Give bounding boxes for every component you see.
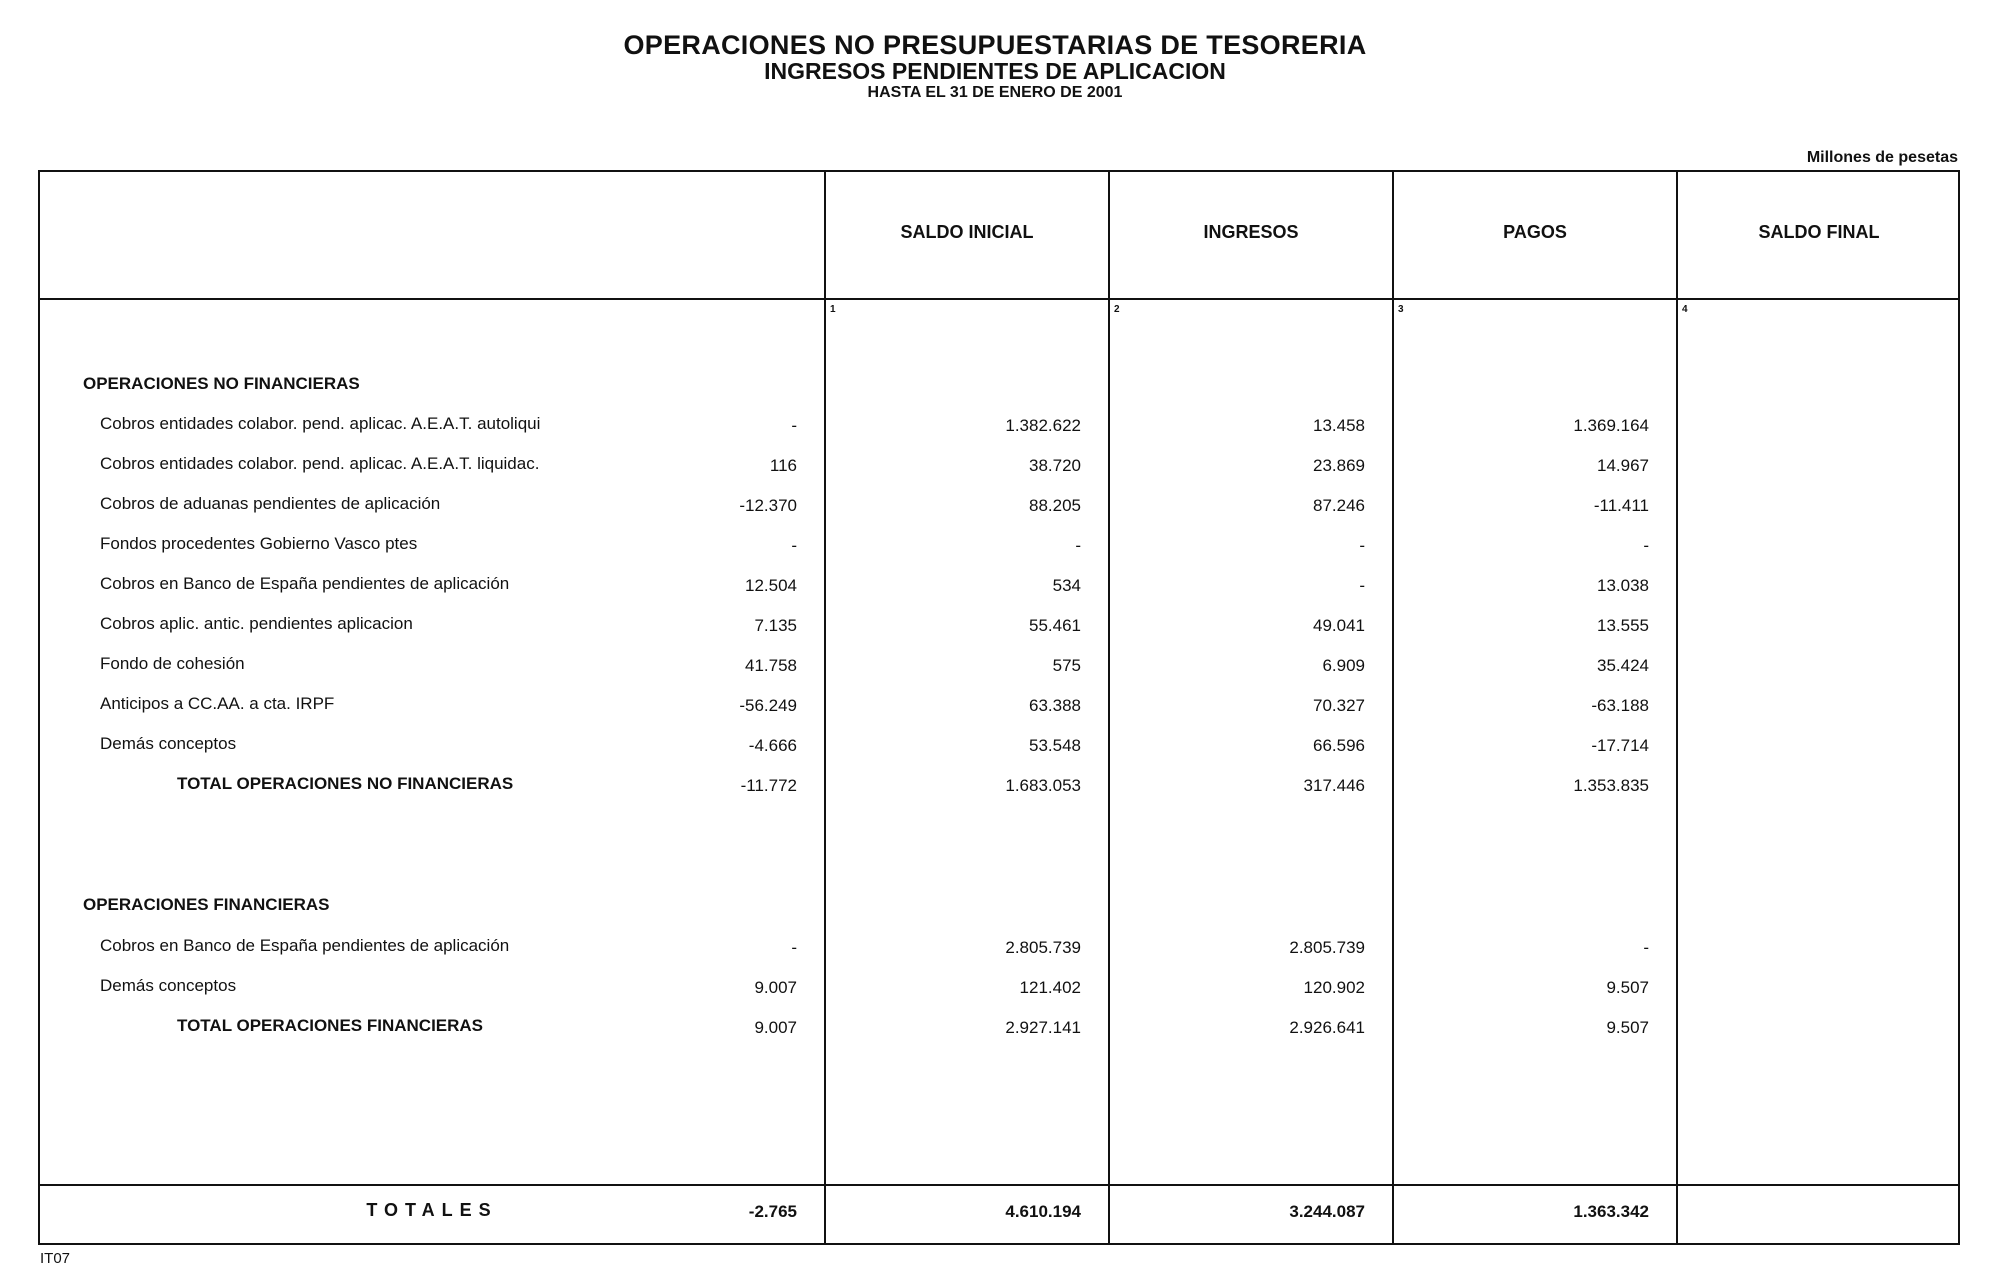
cell-saldo-final: - [1643, 938, 1649, 957]
section-heading [40, 374, 1958, 404]
cell-pagos: 2.926.641 [1289, 1018, 1365, 1037]
total-row [40, 1016, 1958, 1046]
cell-saldo-inicial: 9.007 [754, 1018, 797, 1037]
cell-saldo-inicial: - [791, 536, 797, 555]
total-label: TOTAL OPERACIONES FINANCIERAS [177, 1016, 484, 1035]
row-label: Cobros aplic. antic. pendientes aplicacion [100, 614, 413, 633]
cell-saldo-inicial: 116 [769, 456, 797, 475]
cell-saldo-final: 1.353.835 [1573, 776, 1649, 795]
cell-saldo-final: 35.424 [1597, 656, 1649, 675]
cell-saldo-inicial: - [791, 416, 797, 435]
cell-pagos: - [1359, 576, 1365, 595]
cell-saldo-final: 13.038 [1597, 576, 1649, 595]
cell-ingresos: 2.805.739 [1005, 938, 1081, 957]
cell-ingresos: 63.388 [1029, 696, 1081, 715]
cell-saldo-inicial: 9.007 [754, 978, 797, 997]
table-row [40, 574, 1958, 604]
cell-pagos: 87.246 [1313, 496, 1365, 515]
cell-ingresos: 55.461 [1029, 616, 1081, 635]
grand-total-row [40, 1184, 1958, 1244]
section-heading [40, 895, 1958, 925]
table-row [40, 454, 1958, 484]
cell-pagos: 70.327 [1313, 696, 1365, 715]
col-number: 1 [830, 304, 836, 315]
cell-saldo-inicial: 12.504 [745, 576, 797, 595]
cell-saldo-final: 1.369.164 [1573, 416, 1649, 435]
row-label: Anticipos a CC.AA. a cta. IRPF [100, 694, 335, 713]
row-label: Demás conceptos [100, 734, 237, 753]
cell-saldo-final: - [1643, 536, 1649, 555]
grand-total-pagos: 3.244.087 [1289, 1202, 1365, 1221]
cell-ingresos: 38.720 [1029, 456, 1081, 475]
row-label: Cobros de aduanas pendientes de aplicación [100, 494, 441, 513]
cell-saldo-final: -63.188 [1591, 696, 1649, 715]
cell-ingresos: - [1075, 536, 1081, 555]
cell-pagos: 13.458 [1313, 416, 1365, 435]
total-label: TOTAL OPERACIONES NO FINANCIERAS [177, 774, 514, 793]
grand-total-saldo-final: 1.363.342 [1573, 1202, 1649, 1221]
row-label: Cobros entidades colabor. pend. aplicac. A.E.A.T. liquidac. [100, 454, 540, 473]
cell-saldo-final: -11.411 [1593, 496, 1649, 515]
cell-saldo-final: -17.714 [1591, 736, 1649, 755]
cell-pagos: 6.909 [1322, 656, 1365, 675]
section-title-financieras: OPERACIONES FINANCIERAS [83, 895, 330, 914]
col-number: 2 [1114, 304, 1120, 315]
cell-pagos: 2.805.739 [1289, 938, 1365, 957]
cell-saldo-inicial: 41.758 [745, 656, 797, 675]
cell-saldo-inicial: -56.249 [739, 696, 797, 715]
report-table [38, 170, 1960, 1245]
col-header-pagos: PAGOS [1503, 222, 1567, 242]
table-row [40, 534, 1958, 564]
cell-ingresos: 121.402 [1019, 978, 1081, 997]
col-header-saldo-final: SALDO FINAL [1758, 222, 1880, 242]
cell-pagos: - [1359, 536, 1365, 555]
cell-pagos: 49.041 [1313, 616, 1365, 635]
row-label: Demás conceptos [100, 976, 237, 995]
page-code: IT07 [40, 1250, 71, 1267]
cell-ingresos: 2.927.141 [1005, 1018, 1081, 1037]
table-row [40, 494, 1958, 524]
report-subtitle: INGRESOS PENDIENTES DE APLICACION [764, 58, 1226, 84]
cell-ingresos: 534 [1052, 576, 1081, 595]
cell-ingresos: 53.548 [1029, 736, 1081, 755]
cell-pagos: 120.902 [1303, 978, 1365, 997]
cell-pagos: 23.869 [1313, 456, 1365, 475]
row-label: Cobros en Banco de España pendientes de aplicación [100, 936, 510, 955]
cell-saldo-final: 13.555 [1597, 616, 1649, 635]
col-number: 4 [1682, 304, 1688, 315]
row-label: Fondos procedentes Gobierno Vasco ptes [100, 534, 418, 553]
cell-saldo-final: 14.967 [1597, 456, 1649, 475]
cell-ingresos: 1.683.053 [1005, 776, 1081, 795]
table-row [40, 614, 1958, 644]
table-row [40, 734, 1958, 764]
cell-saldo-inicial: - [791, 938, 797, 957]
units-label: Millones de pesetas [1806, 149, 1958, 166]
table-row [40, 936, 1958, 966]
col-header-ingresos: INGRESOS [1203, 222, 1299, 242]
grand-total-label: TOTALES [366, 1200, 498, 1220]
cell-ingresos: 88.205 [1029, 496, 1081, 515]
cell-saldo-inicial: 7.135 [754, 616, 797, 635]
row-label: Cobros entidades colabor. pend. aplicac. A.E.A.T. autoliqui [100, 414, 541, 433]
cell-saldo-inicial: -11.772 [740, 776, 797, 795]
header-divider [40, 298, 1958, 300]
cell-saldo-final: 9.507 [1606, 1018, 1649, 1037]
col-number: 3 [1398, 304, 1404, 315]
cell-saldo-inicial: -4.666 [748, 736, 797, 755]
cell-saldo-inicial: -12.370 [739, 496, 797, 515]
row-label: Cobros en Banco de España pendientes de aplicación [100, 574, 510, 593]
row-label: Fondo de cohesión [100, 654, 245, 673]
report-date: HASTA EL 31 DE ENERO DE 2001 [867, 84, 1123, 101]
table-row [40, 654, 1958, 684]
table-row [40, 414, 1958, 444]
section-title-no-financieras: OPERACIONES NO FINANCIERAS [83, 374, 360, 393]
total-row [40, 774, 1958, 804]
col-header-saldo-inicial: SALDO INICIAL [900, 222, 1034, 242]
grand-total-saldo-inicial: -2.765 [748, 1202, 797, 1221]
cell-ingresos: 575 [1052, 656, 1081, 675]
cell-pagos: 66.596 [1313, 736, 1365, 755]
grand-total-ingresos: 4.610.194 [1005, 1202, 1081, 1221]
cell-saldo-final: 9.507 [1606, 978, 1649, 997]
table-row [40, 976, 1958, 1006]
cell-pagos: 317.446 [1303, 776, 1365, 795]
cell-ingresos: 1.382.622 [1005, 416, 1081, 435]
table-row [40, 694, 1958, 724]
report-title: OPERACIONES NO PRESUPUESTARIAS DE TESORERIA [623, 30, 1367, 60]
